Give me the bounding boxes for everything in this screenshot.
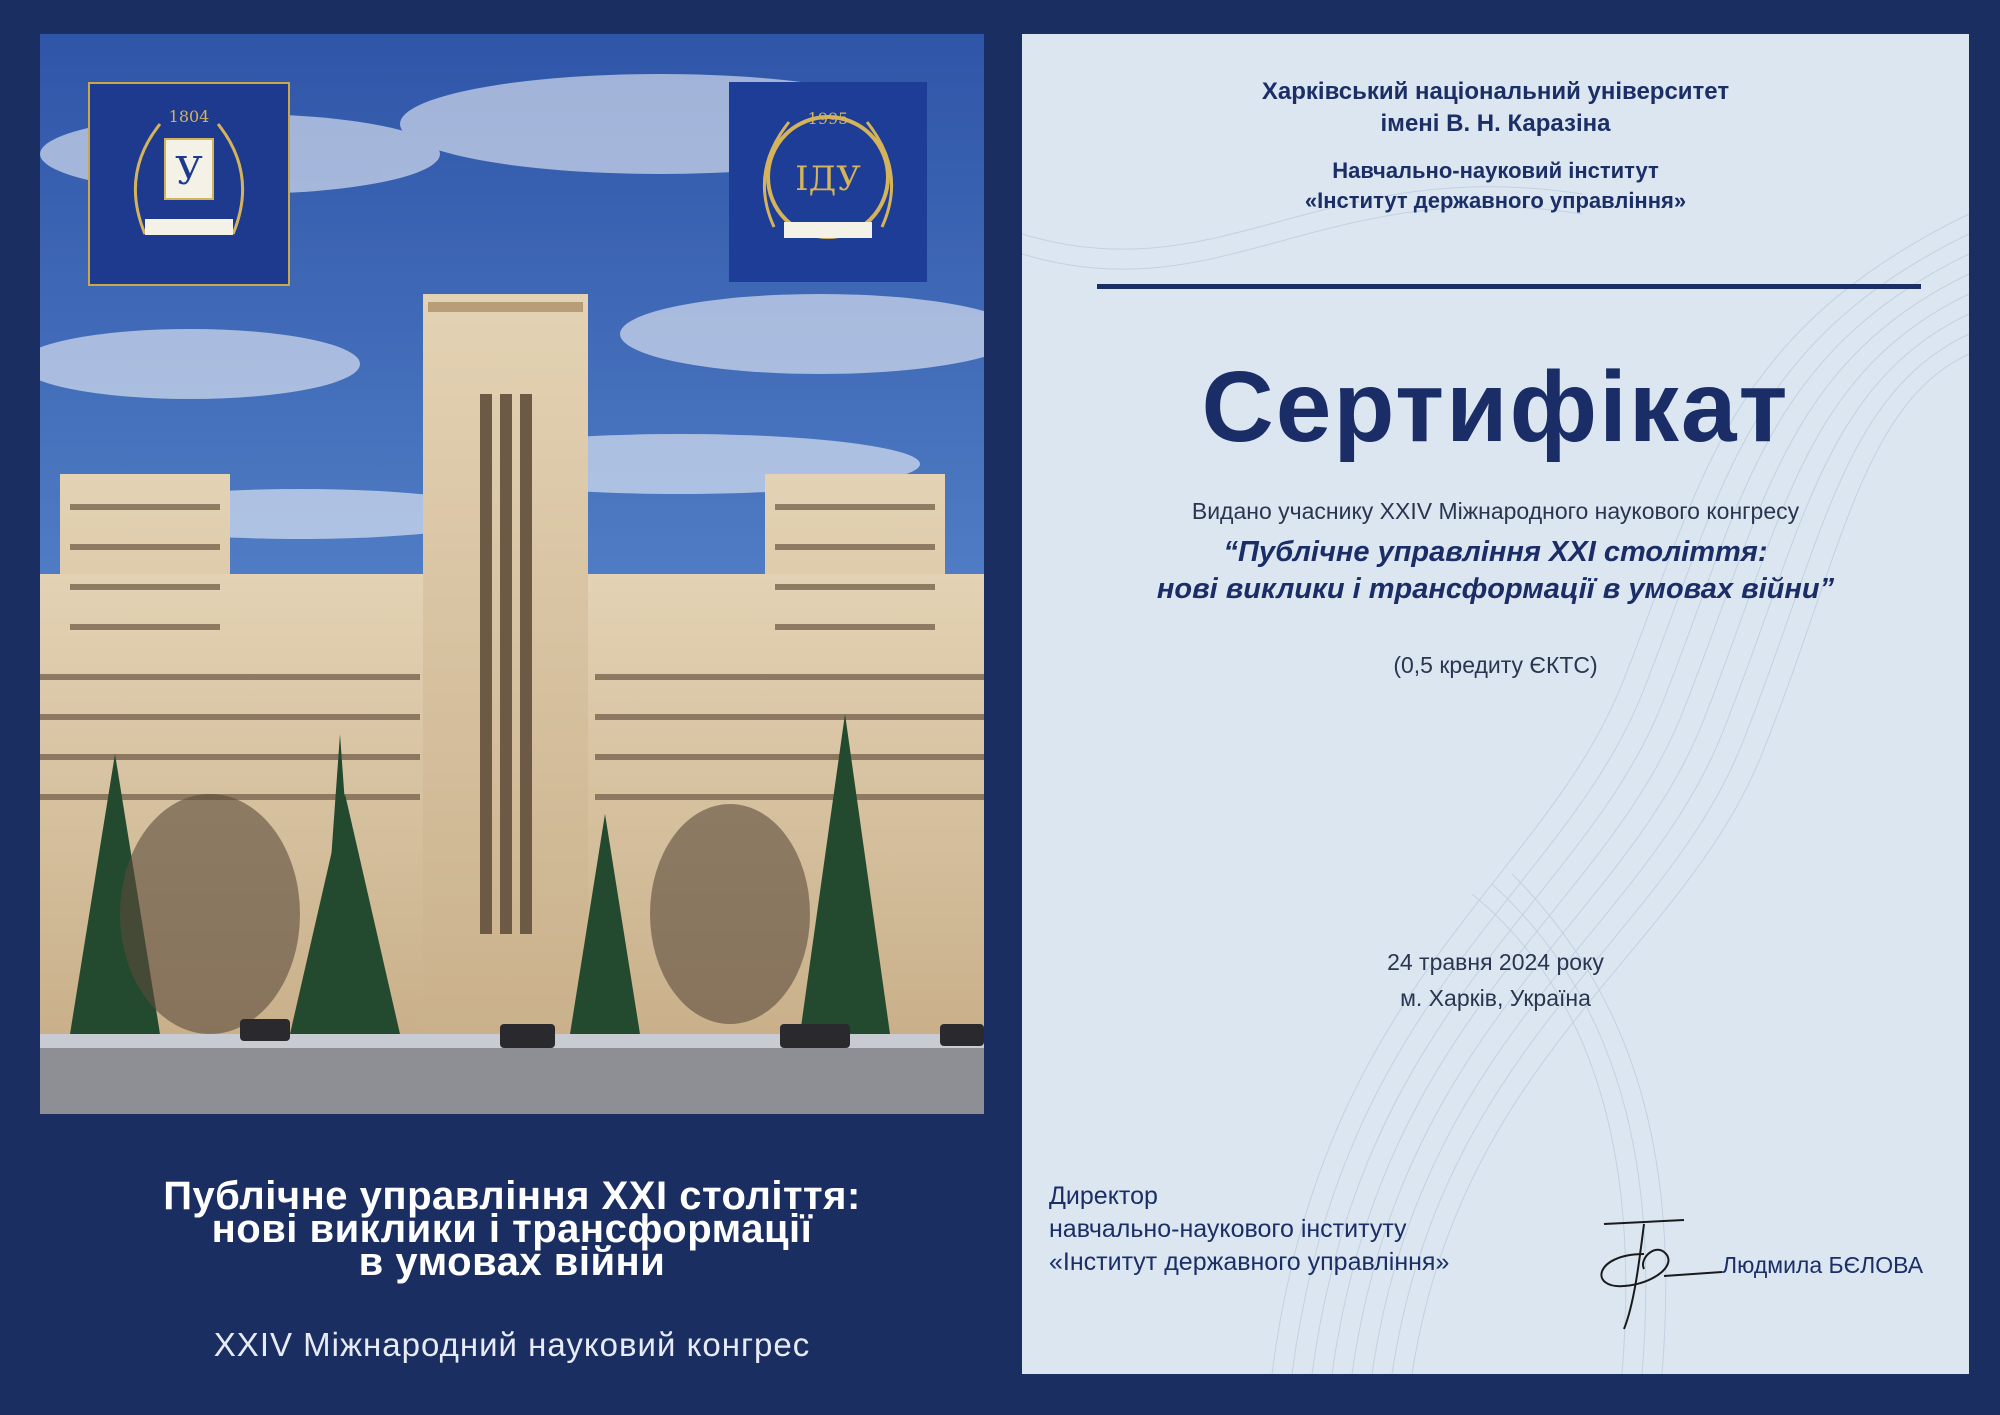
director-line-2: навчально-наукового інституту bbox=[1049, 1215, 1407, 1243]
director-signature bbox=[1584, 1214, 1724, 1334]
header-divider bbox=[1097, 284, 1921, 289]
logo-univ-letter: У bbox=[175, 149, 203, 193]
certificate-panel bbox=[1022, 34, 1969, 1374]
signer-name: Людмила БЄЛОВА bbox=[1722, 1252, 1924, 1278]
logo-univ-year: 1804 bbox=[168, 107, 210, 126]
university-line-2: імені В. Н. Каразіна bbox=[1380, 110, 1611, 137]
left-title-line-1: Публічне управління XXI століття: bbox=[163, 1174, 861, 1218]
director-line-1: Директор bbox=[1049, 1182, 1158, 1210]
university-logo bbox=[88, 82, 290, 286]
left-title-line-3: в умовах війни bbox=[358, 1240, 666, 1284]
director-line-3: «Інститут державного управління» bbox=[1049, 1248, 1450, 1276]
congress-line-2: нові виклики і трансформації в умовах війни” bbox=[1156, 573, 1835, 605]
left-congress-subtitle: XXIV Міжнародний науковий конгрес bbox=[213, 1326, 811, 1363]
logo-idu-letters: ІДУ bbox=[795, 159, 861, 199]
logo-idu-year: 1995 bbox=[807, 109, 849, 128]
congress-line-1: “Публічне управління XXI століття: bbox=[1223, 536, 1768, 568]
university-line-1: Харківський національний університет bbox=[1261, 78, 1730, 105]
institute-name bbox=[1022, 156, 1969, 216]
university-name bbox=[1022, 76, 1969, 140]
left-congress-title bbox=[40, 1174, 984, 1284]
institute-line-1: Навчально-науковий інститут bbox=[1332, 158, 1659, 183]
director-title bbox=[1049, 1180, 1449, 1279]
issue-date: 24 травня 2024 року bbox=[1387, 949, 1604, 975]
issued-to-text: Видано учаснику XXIV Міжнародного наукового конгресу bbox=[1191, 498, 1800, 524]
certificate-title: Сертифікат bbox=[1201, 351, 1790, 463]
institute-line-2: «Інститут державного управління» bbox=[1304, 188, 1687, 213]
ects-credits: (0,5 кредиту ЄКТС) bbox=[1393, 652, 1598, 678]
left-title-line-2: нові виклики і трансформації bbox=[211, 1207, 813, 1251]
date-place bbox=[1022, 944, 1969, 1016]
decorative-wave-lines bbox=[1022, 34, 1969, 1374]
congress-name bbox=[1022, 534, 1969, 608]
issue-place: м. Харків, Україна bbox=[1400, 985, 1591, 1011]
institute-logo bbox=[729, 82, 927, 282]
